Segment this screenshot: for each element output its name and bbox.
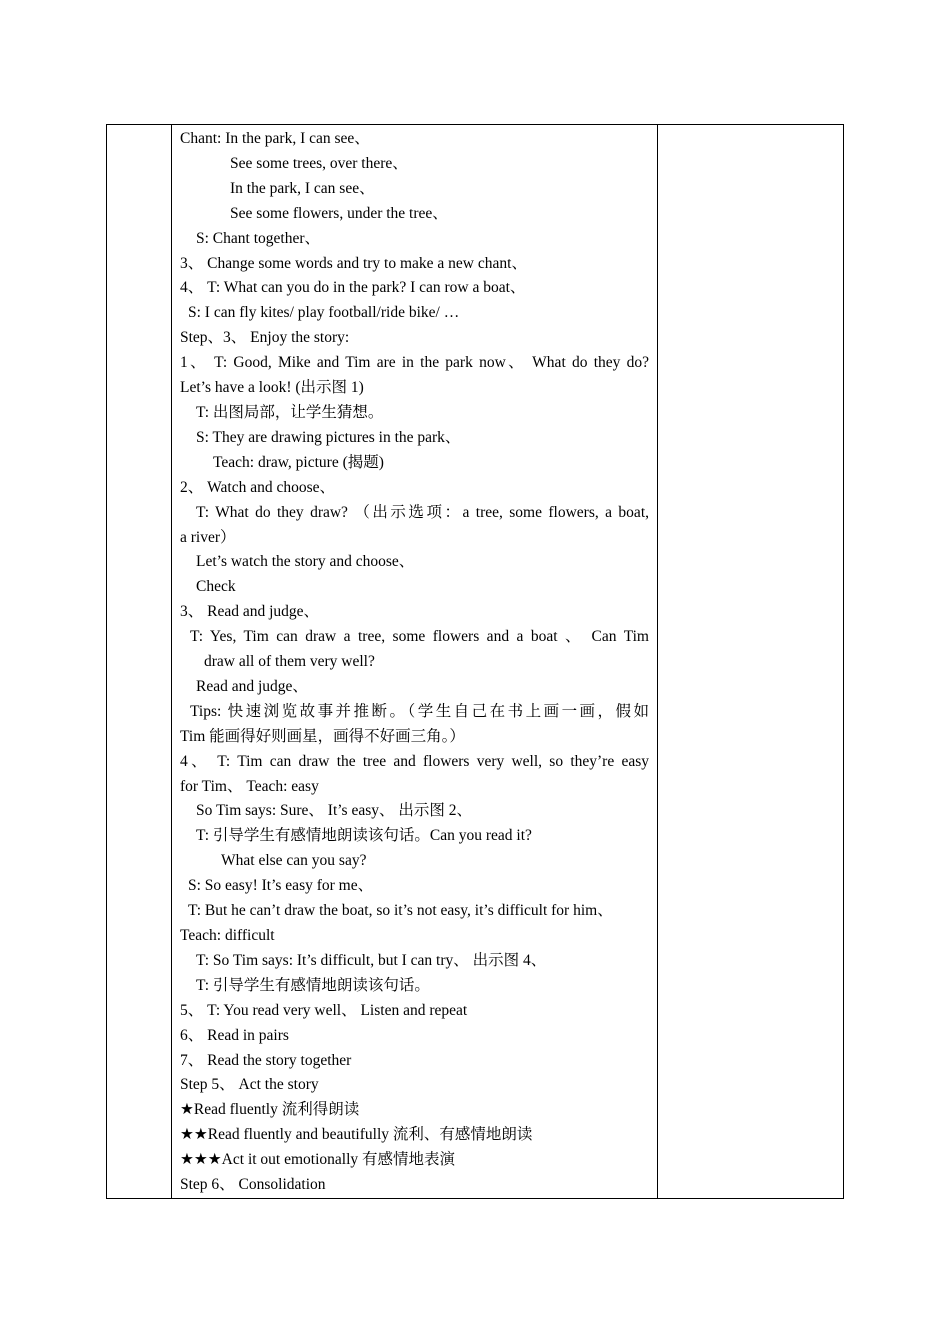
- text-line: 1、 T: Good, Mike and Tim are in the park now、 What do they do?: [180, 354, 649, 372]
- text-line: So Tim says: Sure、 It’s easy、 出示图 2、: [196, 802, 473, 820]
- text-line: Let’s watch the story and choose、: [196, 553, 415, 571]
- text-line: 6、 Read in pairs: [180, 1026, 289, 1044]
- text-line: 2、 Watch and choose、: [180, 478, 336, 496]
- text-line: Step、3、 Enjoy the story:: [180, 329, 350, 347]
- text-line: Step 5、 Act the story: [180, 1076, 319, 1094]
- text-line: What else can you say?: [221, 852, 367, 870]
- text-line: T: 引导学生有感情地朗读该句话。Can you read it?: [196, 827, 532, 845]
- text-line: Check: [196, 578, 236, 596]
- text-line: 4、 T: What can you do in the park? I can row a boat、: [180, 279, 526, 297]
- text-line: Tim 能画得好则画星，画得不好画三角。）: [180, 727, 465, 745]
- text-line: 7、 Read the story together: [180, 1051, 352, 1069]
- text-line: T: 引导学生有感情地朗读该句话。: [196, 976, 430, 994]
- text-line: ★★★Act it out emotionally 有感情地表演: [180, 1151, 456, 1169]
- text-line: T: 出图局部，让学生猜想。: [196, 403, 384, 421]
- left-column-cell: [107, 125, 172, 1199]
- text-line: S: I can fly kites/ play football/ride bike/ …: [188, 304, 460, 322]
- text-line: T: But he can’t draw the boat, so it’s not easy, it’s difficult for him、: [188, 902, 613, 920]
- text-line: Teach: draw, picture (揭题): [213, 453, 384, 471]
- text-line: ★★Read fluently and beautifully 流利、有感情地朗读: [180, 1126, 533, 1144]
- table-row: [107, 125, 844, 1199]
- lesson-plan-table: [106, 124, 844, 1199]
- text-line: S: Chant together、: [196, 229, 320, 247]
- text-line: T: So Tim says: It’s difficult, but I can try、 出示图 4、: [196, 951, 547, 969]
- text-line: Tips: 快速浏览故事并推断。（学生自己在书上画一画，假如: [190, 702, 649, 720]
- text-line: T: What do they draw? （出示选项：a tree, some flowers, a boat,: [196, 503, 649, 521]
- main-content-cell: [172, 125, 658, 1199]
- text-line: ★Read fluently 流利得朗读: [180, 1101, 360, 1119]
- text-line: In the park, I can see、: [230, 179, 375, 197]
- text-line: 4、 T: Tim can draw the tree and flowers very well, so they’re easy: [180, 752, 649, 770]
- text-line: See some flowers, under the tree、: [230, 204, 448, 222]
- text-line: See some trees, over there、: [230, 154, 408, 172]
- text-line: 3、 Read and judge、: [180, 603, 320, 621]
- text-line: a river）: [180, 528, 236, 546]
- text-line: S: They are drawing pictures in the park、: [196, 428, 461, 446]
- text-line: S: So easy! It’s easy for me、: [188, 877, 374, 895]
- text-line: Teach: difficult: [180, 927, 275, 944]
- text-line: Chant: In the park, I can see、: [180, 130, 370, 147]
- text-line: T: Yes, Tim can draw a tree, some flowers and a boat 、 Can Tim: [190, 628, 649, 646]
- text-line: 3、 Change some words and try to make a new chant、: [180, 254, 527, 272]
- text-line: Let’s have a look! (出示图 1): [180, 379, 364, 397]
- text-line: Step 6、 Consolidation: [180, 1176, 326, 1194]
- text-line: for Tim、 Teach: easy: [180, 777, 319, 795]
- right-column-cell: [658, 125, 844, 1199]
- text-line: draw all of them very well?: [204, 653, 375, 671]
- lesson-content: [172, 125, 657, 1198]
- text-line: Read and judge、: [196, 677, 308, 695]
- text-line: 5、 T: You read very well、 Listen and repeat: [180, 1001, 468, 1019]
